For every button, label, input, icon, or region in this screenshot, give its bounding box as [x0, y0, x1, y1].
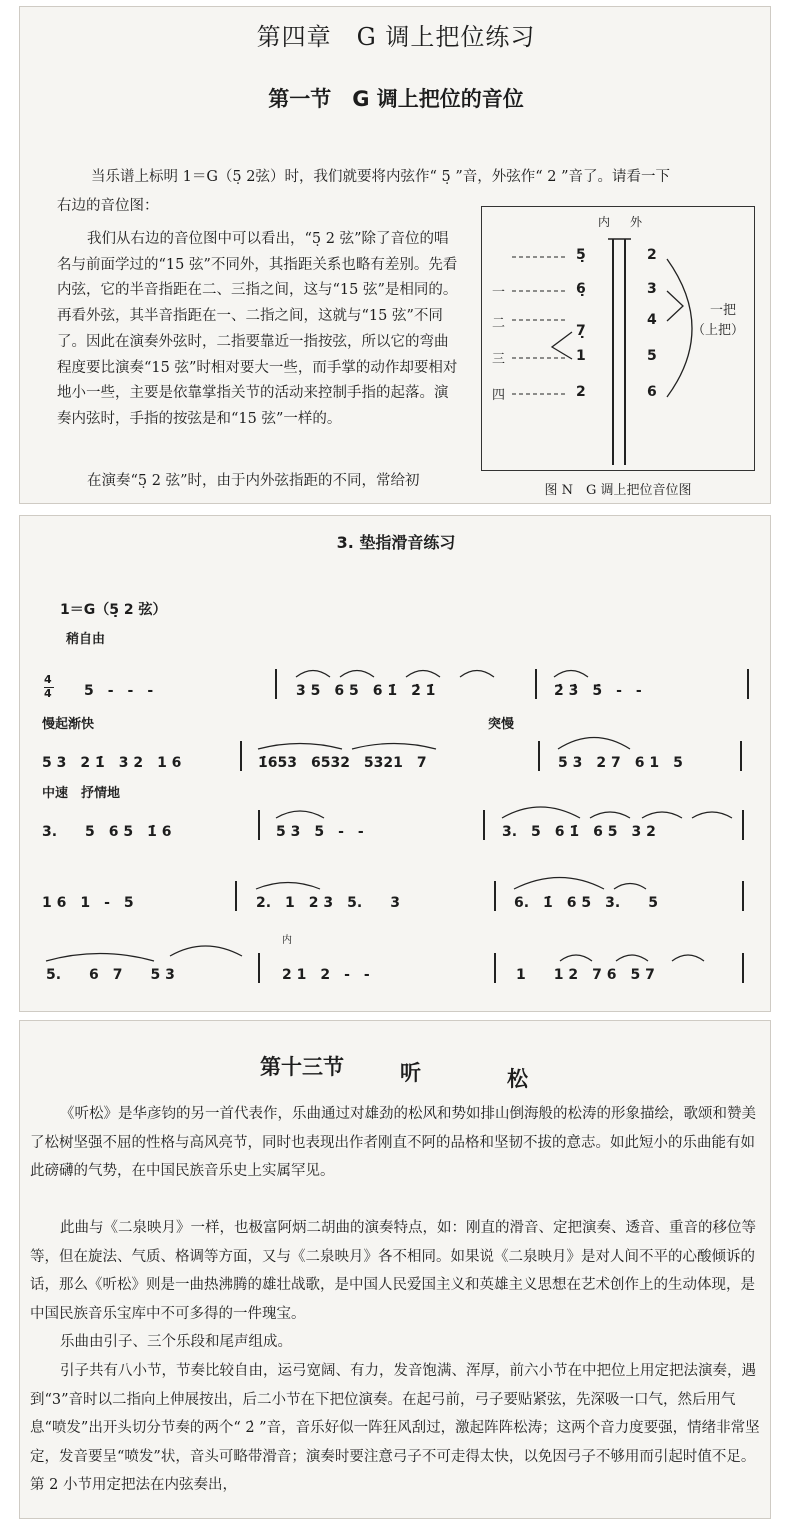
page-excerpt-section13 — [19, 1020, 771, 1519]
exercise-title: 3. 垫指滑音练习 — [336, 533, 456, 552]
position-label: 一把 — [710, 303, 737, 318]
slur — [502, 807, 580, 818]
barline — [483, 810, 485, 840]
row5-measure1: 5. 6 7 5 3 — [46, 967, 175, 983]
music-exercise-panel — [19, 515, 771, 1012]
slur — [616, 955, 648, 961]
half-step-bracket — [552, 332, 572, 359]
row2-measure1: 5 3 2 1̇ 3 2 1 6 — [42, 755, 182, 771]
paragraph-4: 引子共有八小节，节奏比较自由，运弓宽阔、有力，发音饱满、浑厚，前六小节在中把位上用定把法演奏，遇到“3”音时以二指向上伸展按出，后二小节在下把位演奏。在起弓前，弓子要贴紧弦，先深吸一口气，然后用气息“喷发”出开头切分节奏的两个“ 2̇ ”音，音乐好似一阵狂风刮过，激起阵阵松涛；这两个音力度要强，情绪非常坚定，发音要呈“喷发”状，音头可略带滑音；演奏时要注意弓子不可走得太快，以免因弓子不够用而引起时值不足。第 2 小节用定把法在内弦奏出， — [30, 1363, 760, 1493]
outer-note-3: 5 — [647, 348, 657, 364]
tempo-marking-2: 慢起渐快 — [42, 717, 95, 732]
row5-measure3: 1 1 2 7 6 5 7 — [516, 967, 655, 983]
slur — [558, 738, 630, 750]
outer-half-step-mark — [667, 291, 683, 321]
barline — [258, 810, 260, 840]
diagram-caption: 图 N G 调上把位音位图 — [544, 483, 692, 498]
finger-label-4: 四 — [492, 388, 506, 403]
row1-measure2: 3 5 6 5 6 1̇ 2̇ 1̇ — [296, 683, 436, 699]
barline — [494, 881, 496, 911]
outer-note-0: 2 — [647, 247, 657, 263]
inner-note-0: 5̣ — [576, 247, 586, 263]
tempo-marking-1: 稍自由 — [66, 632, 106, 647]
row5-measure2: 2 1 2 - - — [282, 967, 370, 983]
inner-string-mark: 内 — [282, 935, 292, 946]
tempo-marking-3: 突慢 — [488, 717, 515, 732]
row3-measure3: 3. 5 6 1̇ 6 5 3 2 — [502, 824, 656, 840]
section-title-char-2: 松 — [507, 1067, 528, 1091]
time-signature-top: 4 — [44, 673, 52, 686]
outer-string-label: 外 — [630, 215, 643, 229]
row2-measure3: 5 3 2 7 6 1 5 — [558, 755, 683, 771]
position-sublabel: （上把） — [692, 323, 745, 338]
finger-label-3: 三 — [492, 352, 506, 367]
slur — [460, 671, 494, 678]
slur — [672, 955, 704, 961]
barline — [258, 953, 260, 983]
section-title-char-1: 听 — [400, 1061, 421, 1085]
inner-note-4: 2 — [576, 384, 586, 400]
slur — [340, 671, 374, 678]
barline — [240, 741, 242, 771]
intro-line-1: 当乐谱上标明 1＝G（5̣ 2弦）时，我们就要将内弦作“ 5̣ ”音，外弦作“ 2 ”音了。请看一下 — [91, 169, 671, 185]
slur — [554, 671, 588, 678]
row4-measure3: 6. 1̇ 6 5 3. 5 — [514, 895, 658, 911]
barline — [740, 741, 742, 771]
slur — [614, 884, 646, 890]
row3-measure1: 3. 5 6 5 1̇ 6 — [42, 824, 172, 840]
row1-measure1: 5 - - - — [84, 683, 154, 699]
barline — [742, 881, 744, 911]
body-paragraph-tail: 在演奏“5̣ 2 弦”时，由于内外弦指距的不同，常给初 — [87, 473, 420, 489]
page-excerpt-chapter4 — [19, 6, 771, 504]
chapter-title: 第四章 G 调上把位练习 — [256, 23, 536, 51]
barline — [742, 953, 744, 983]
barline — [494, 953, 496, 983]
time-signature-bottom: 4 — [44, 687, 52, 700]
barline — [275, 669, 277, 699]
outer-note-4: 6 — [647, 384, 657, 400]
inner-note-1: 6̣ — [576, 281, 586, 297]
slur — [590, 812, 630, 818]
paragraph-3: 乐曲由引子、三个乐段和尾声组成。 — [60, 1334, 292, 1350]
slur — [276, 811, 324, 818]
fingering-position-diagram — [481, 206, 755, 471]
barline — [235, 881, 237, 911]
finger-label-2: 二 — [492, 316, 506, 331]
intro-line-2: 右边的音位图： — [57, 198, 159, 214]
inner-note-2: 7̣ — [576, 323, 586, 339]
row4-measure2: 2. 1 2 3 5. 3 — [256, 895, 400, 911]
row4-measure1: 1 6 1 - 5 — [42, 895, 134, 911]
diagram-graphic — [482, 207, 753, 469]
finger-label-1: 一 — [492, 285, 506, 300]
row1-measure3: 2̇ 3̇ 5̇ - - — [554, 683, 642, 699]
barline — [742, 810, 744, 840]
outer-note-1: 3 — [647, 281, 657, 297]
paragraph-2: 此曲与《二泉映月》一样，也极富阿炳二胡曲的演奏特点，如：刚直的滑音、定把演奏、透音、重音的移位等等，但在旋法、气质、格调等方面，又与《二泉映月》各不相同。如果说《二泉映月》是对人间不平的心酸倾诉的话，那么《听松》则是一曲热沸腾的雄壮战歌，是中国人民爱国主义和英雄主义思想在艺术创作上的生动体现，是中国民族音乐宝库中不可多得的一件瑰宝。 — [30, 1220, 756, 1322]
slur — [560, 955, 592, 961]
tempo-marking-4: 中速 抒情地 — [42, 786, 121, 801]
slur — [46, 954, 154, 962]
barline — [538, 741, 540, 771]
slur — [258, 744, 342, 750]
slur — [170, 946, 242, 956]
body-paragraph: 我们从右边的音位图中可以看出，“5̣ 2 弦”除了音位的唱名与前面学过的“15 弦”不同外，其指距关系也略有差别。先看内弦，它的半音指距在二、三指之间，这与“15 弦”是相同的。再看外弦，其半音指距在一、二指之间，这就与“15 弦”不同了。因此在演奏外弦时，二指要靠近一指按弦，所以它的弯曲程度要比演奏“15 弦”时相对要大一些，而手掌的动作却要相对地小一些，主要是依靠掌指关节的活动来控制手指的起落。演奏内弦时，手指的按弦是和“15 弦”一样的。 — [57, 231, 458, 427]
slur — [642, 812, 682, 818]
slur — [406, 671, 440, 678]
key-signature: 1＝G（5̣ 2 弦） — [60, 602, 167, 618]
position-arc — [667, 259, 692, 397]
outer-note-2: 4 — [647, 312, 657, 328]
slur — [256, 883, 320, 890]
inner-note-3: 1 — [576, 348, 586, 364]
section-number: 第十三节 — [260, 1055, 344, 1079]
slur — [514, 878, 604, 890]
row3-measure2: 5 3 5 - - — [276, 824, 364, 840]
barline — [747, 669, 749, 699]
paragraph-1: 《听松》是华彦钧的另一首代表作，乐曲通过对雄劲的松风和势如排山倒海般的松涛的形象描绘，歌颂和赞美了松树坚强不屈的性格与高风亮节，同时也表现出作者刚直不阿的品格和坚韧不拔的意志。如此短小的乐曲能有如此磅礴的气势，在中国民族音乐史上实属罕见。 — [30, 1106, 756, 1179]
slur — [692, 812, 732, 818]
row2-measure2: 1̇653 6532 5321 7 — [258, 755, 427, 771]
section-title: 第一节 G 调上把位的音位 — [268, 87, 524, 111]
inner-string-label: 内 — [598, 215, 611, 229]
slur — [352, 744, 436, 750]
slur — [296, 671, 330, 678]
barline — [535, 669, 537, 699]
